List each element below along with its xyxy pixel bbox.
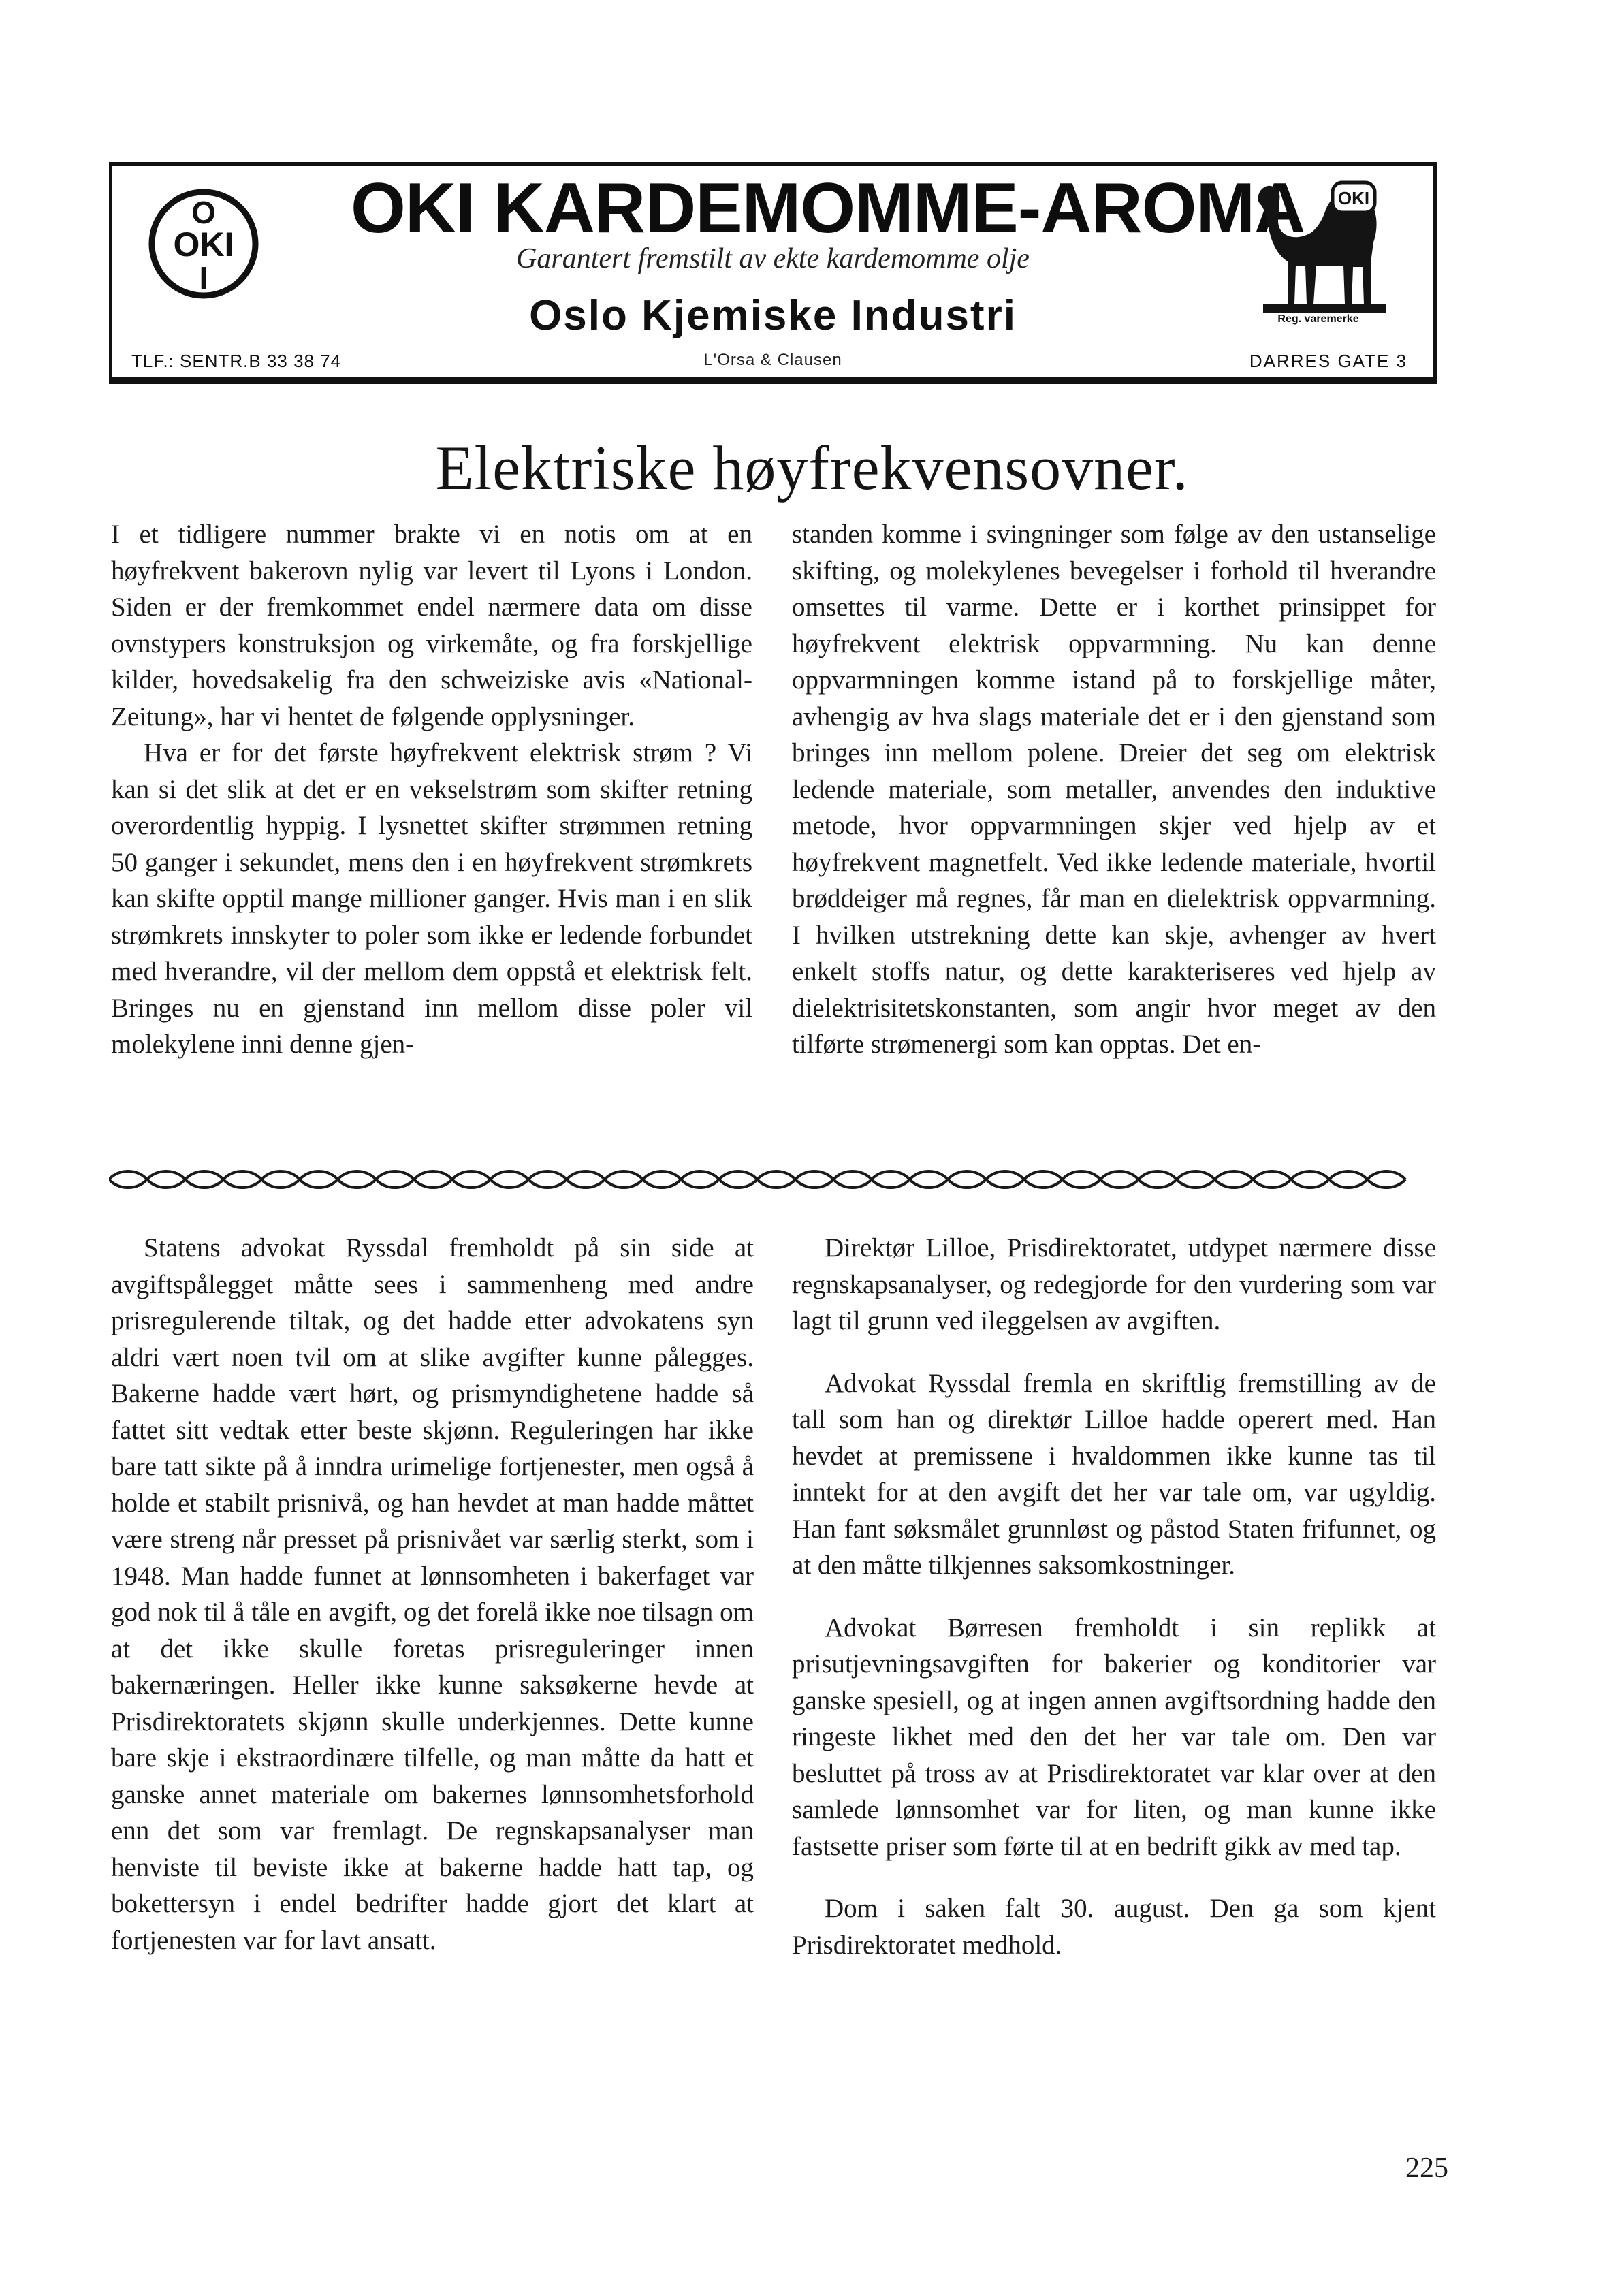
report-column-left	[111, 1230, 754, 1958]
logo-text-middle: OKI	[173, 225, 234, 264]
article-paragraph: standen komme i svingninger som følge av den ustanselige skifting, og molekylenes bevegelser i forhold til hverandre omsettes til varme. Dette er i korthet prinsippet for høyfrekvent elektrisk oppvarmning. Nu kan denne oppvarmningen komme istand på to forskjellige måter, avhengig av hva slags materiale det er i den gjenstand som bringes inn mellom polene. Dreier det seg om elektrisk ledende materiale, som metaller, anvendes den induktive metode, hvor oppvarmningen skjer ved hjelp av et høyfrekvent magnetfelt. Ved ikke ledende materiale, hvortil brøddeiger må regnes, får man en dielektrisk oppvarmning. I hvilken utstrekning dette kan skje, avhenger av hvert enkelt stoffs natur, og dette karakteriseres ved hjelp av dielektrisitetskonstanten, som angir hvor meget av den tilførte strømenergi som kan opptas. Det en-	[792, 520, 1436, 1059]
article-headline: Elektriske høyfrekvensovner.	[435, 433, 1189, 503]
logo-text-bottom: I	[199, 260, 208, 296]
ornamental-divider	[109, 1167, 1437, 1192]
ad-title: OKI KARDEMOMME-AROMA	[351, 169, 1305, 248]
report-paragraph: Direktør Lilloe, Prisdirektoratet, utdypet nærmere disse regnskapsanalyser, og redegjorde for den vurdering som var lagt til grunn ved ileggelsen av avgiften.	[792, 1233, 1436, 1335]
ad-trademark-note: Reg. varemerke	[1277, 313, 1359, 325]
advertisement-box	[109, 162, 1437, 384]
ad-owners: L'Orsa & Clausen	[703, 351, 842, 369]
article-column-left	[111, 516, 752, 1063]
ad-bottom-rule	[112, 377, 1433, 381]
article-paragraph: Hva er for det første høyfrekvent elektrisk strøm ? Vi kan si det slik at det er en vekselstrøm som skifter retning overordentlig hyppig. I lysnettet skifter strømmen retning 50 ganger i sekundet, mens den i en høyfrekvent strømkrets kan skifte opptil mange millioner ganger. Hvis man i en slik strømkrets innskyter to poler som ikke er ledende forbundet med hverandre, vil der mellom dem oppstå et elektrisk felt. Bringes nu en gjenstand inn mellom disse poler vil molekylene inni denne gjen-	[111, 738, 752, 1059]
ad-phone: TLF.: SENTR.B 33 38 74	[131, 351, 342, 371]
article-column-right	[792, 516, 1436, 1063]
logo-text-top: O	[191, 195, 216, 230]
page-number: 225	[1405, 2152, 1448, 2184]
ad-subtitle: Garantert fremstilt av ekte kardemomme olje	[516, 243, 1030, 274]
ad-company-name: Oslo Kjemiske Industri	[529, 292, 1017, 339]
camel-trademark-icon	[1249, 170, 1392, 317]
camel-label: OKI	[1337, 188, 1370, 208]
report-paragraph: Dom i saken falt 30. august. Den ga som kjent Prisdirektoratet medhold.	[792, 1894, 1436, 1960]
oki-circle-logo	[148, 182, 259, 305]
article-paragraph: I et tidligere nummer brakte vi en notis om at en høyfrekvent bakerovn nylig var levert til Lyons i London. Siden er der fremkommet endel nærmere data om disse ovnstypers konstruksjon og virkemåte, og fra forskjellige kilder, hovedsakelig fra den schweiziske avis «National-Zeitung», har vi hentet de følgende opplysninger.	[111, 520, 752, 731]
report-paragraph: Advokat Børresen fremholdt i sin replikk at prisutjevningsavgiften for bakerier og konditorier var ganske spesiell, og at ingen annen avgiftsordning hadde den ringeste likhet med den det her var tale om. Den var besluttet på tross av at Prisdirektoratet var klar over at den samlede lønnsomhet var for liten, og man kunne ikke fastsette priser som førte til at en bedrift gikk av med tap.	[792, 1612, 1436, 1861]
report-column-right	[792, 1230, 1436, 1963]
report-paragraph: Statens advokat Ryssdal fremholdt på sin side at avgiftspålegget måtte sees i sammenheng med andre prisregulerende tiltak, og det hadde etter advokatens syn aldri vært noen tvil om at slike avgifter kunne pålegges. Bakerne hadde vært hørt, og prismyndighetene hadde så fattet sitt vedtak etter beste skjønn. Reguleringen har ikke bare tatt sikte på å inndra urimelige fortjenester, men også å holde et stabilt prisnivå, og han hevdet at man hadde måttet være streng når presset på prisnivået var særlig sterkt, som i 1948. Man hadde funnet at lønnsomheten i bakerfaget var god nok til å tåle en avgift, og det forelå ikke noe tilsagn om at det ikke skulle foretas prisreguleringer innen bakernæringen. Heller ikke kunne saksøkerne hevde at Prisdirektoratets skjønn skulle underkjennes. Dette kunne bare skje i ekstraordinære tilfelle, og man måtte da hatt et ganske annet materiale om bakernes lønnsomhetsforhold enn det som var fremlagt. De regnskapsanalyser man henviste til beviste ikke at bakerne hadde hatt tap, og bokettersyn i endel bedrifter hadde gjort det klart at fortjenesten var for lavt ansatt.	[111, 1233, 754, 1955]
ad-address: DARRES GATE 3	[1249, 351, 1407, 371]
report-paragraph: Advokat Ryssdal fremla en skriftlig fremstilling av de tall som han og direktør Lilloe hadde operert med. Han hevdet at premissene i hvaldommen ikke kunne tas til inntekt for at den avgift det her var tale om, var ugyldig. Han fant søksmålet grunnløst og påstod Staten frifunnet, og at den måtte tilkjennes saksomkostninger.	[792, 1368, 1436, 1580]
